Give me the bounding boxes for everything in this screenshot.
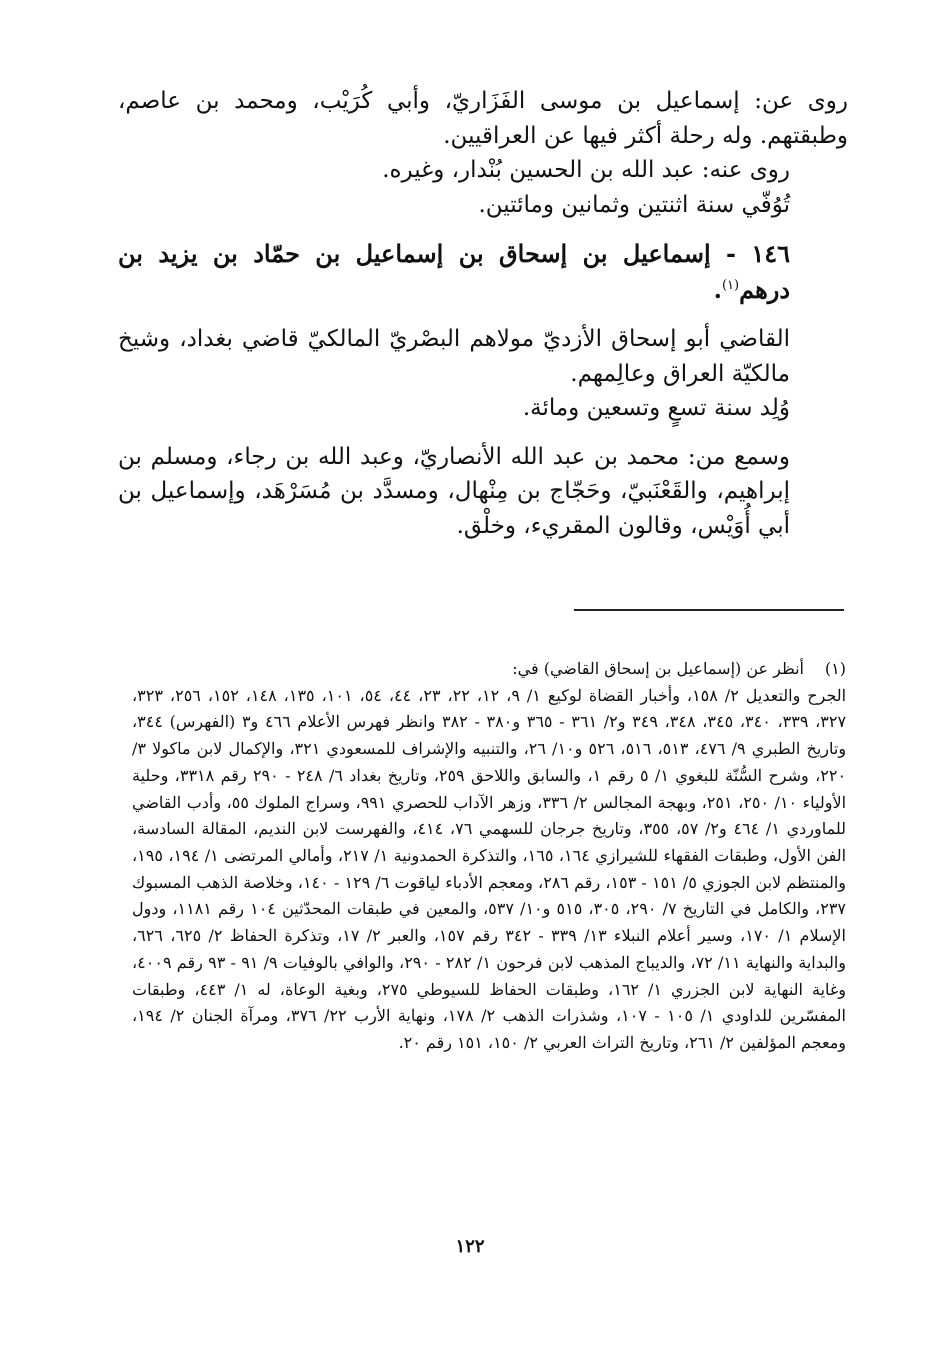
paragraph-death: تُوُفّي سنة اثنتين وثمانين ومائتين. bbox=[478, 191, 790, 218]
paragraph-heard-from: وسمع من: محمد بن عبد الله الأنصاريّ، وعبد الله بن رجاء، ومسلم بن إبراهيم، والقَعْنَبيّ، وحَجّاج بن مِنْهال، ومسدَّد بن مُسَرْهَد، وإسماعيل بن أبي أُوَيْس، وقالون المقريء، وخلْق. bbox=[118, 443, 790, 539]
footnote-reference: (١) bbox=[721, 278, 740, 293]
paragraph-birth: وُلِد سنة تسعٍ وتسعين ومائة. bbox=[522, 395, 790, 421]
footnote-separator bbox=[574, 609, 844, 611]
footnote-intro: أنظر عن (إسماعيل بن إسحاق القاضي) في: bbox=[512, 659, 804, 678]
paragraph-narrated-from: روى عن: إسماعيل بن موسى الفَزَاريّ، وأبي كُرَيْب، ومحمد بن عاصم، وطبقتهم. وله رحلة أكثر فيها عن العراقيين. bbox=[118, 88, 848, 149]
entry-heading bbox=[118, 236, 848, 308]
entry-heading-end: . bbox=[713, 275, 722, 304]
paragraph-narrated-by: روى عنه: عبد الله بن الحسين بُنْدار، وغيره. bbox=[382, 157, 790, 183]
entry-heading-text: ١٤٦ - إسماعيل بن إسحاق بن إسماعيل بن حمّاد بن يزيد بن درهم bbox=[118, 239, 790, 304]
footnote-header bbox=[132, 656, 846, 683]
main-text bbox=[118, 84, 848, 543]
paragraph-biography: القاضي أبو إسحاق الأزديّ مولاهم البصْريّ المالكيّ قاضي بغداد، وشيخ مالكيّة العراق وعالِمهم. bbox=[118, 326, 790, 387]
footnote bbox=[132, 656, 846, 1057]
footnote-sources: الجرح والتعديل ٢/ ١٥٨، وأخبار القضاة لوكيع ١/ ٩، ١٢، ٢٢، ٢٣، ٤٤، ٥٤، ١٠١، ١٣٥، ١٤٨، ١٥٢، ٢٥٦، ٣٢٣، ٣٢٧، ٣٣٩، ٣٤٠، ٣٤٥، ٣٤٨، ٣٤٩ و٢/ ٣٦١ - ٣٦٥ و٣٨٠ - ٣٨٢ وانظر فهرس الأعلام ٤٦٦ و٣ (الفهرس) ٣٤٤، وتاريخ الطبري ٩/ ٤٧٦، ٥١٣، ٥١٦، ٥٢٦ و١٠/ ٢٦، والتنبيه والإشراف للمسعودي ٣٢١، والإكمال لابن ماكولا ٣/ ٢٢٠، وشرح السُّنّة للبغوي ١/ ٥ رقم ١، والسابق واللاحق ٢٥٩، وتاريخ بغداد ٦/ ٢٤٨ - ٢٩٠ رقم ٣٣١٨، وحلية الأولياء ١٠/ ٢٥٠، ٢٥١، وبهجة المجالس ٢/ ٣٣٦، وزهر الآداب للحصري ٩٩١، وسراج الملوك ٥٥، وأدب القاضي للماوردي ١/ ٤٦٤ و٢/ ٥٧، ٣٥٥، وتاريخ جرجان للسهمي ٧٦، ٤١٤، والفهرست لابن النديم، المقالة السادسة، الفن الأول، وطبقات الفقهاء للشيرازي ١٦٤، ١٦٥، والتذكرة الحمدونية ١/ ٢١٧، وأمالي المرتضى ١/ ١٩٤، ١٩٥، والمنتظم لابن الجوزي ٥/ ١٥١ - ١٥٣، رقم ٢٨٦، ومعجم الأدباء لياقوت ٦/ ١٢٩ - ١٤٠، وخلاصة الذهب المسبوك ٢٣٧، والكامل في التاريخ ٧/ ٢٩٠، ٣٠٥، ٥١٥ و١٠/ ٥٣٧، والمعين في طبقات المحدّثين ١٠٤ رقم ١١٨١، ودول الإسلام ١/ ١٧٠، وسير أعلام النبلاء ١٣/ ٣٣٩ - ٣٤٢ رقم ١٥٧، والعبر ٢/ ١٧، وتذكرة الحفاظ ٢/ ٦٢٥، ٦٢٦، والبداية والنهاية ١١/ ٧٢، والديباج المذهب لابن فرحون ١/ ٢٨٢ - ٢٩٠، والوافي بالوفيات ٩/ ٩١ - ٩٣ رقم ٤٠٠٩، وغاية النهاية لابن الجزري ١/ ١٦٢، وطبقات الحفاظ للسيوطي ٢٧٥، وبغية الوعاة، له ١/ ٤٤٣، وطبقات المفسّرين للداودي ١/ ١٠٥ - ١٠٧، وشذرات الذهب ٢/ ١٧٨، ونهاية الأرب ٢٢/ ٣٧٦، ومرآة الجنان ٢/ ١٩٤، ومعجم المؤلفين ٢/ ٢٦١، وتاريخ التراث العربي ٢/ ١٥٠، ١٥١ رقم ٢٠. bbox=[132, 685, 847, 1053]
page-number: ١٢٢ bbox=[455, 1236, 485, 1257]
footnote-marker: (١) bbox=[824, 659, 846, 678]
